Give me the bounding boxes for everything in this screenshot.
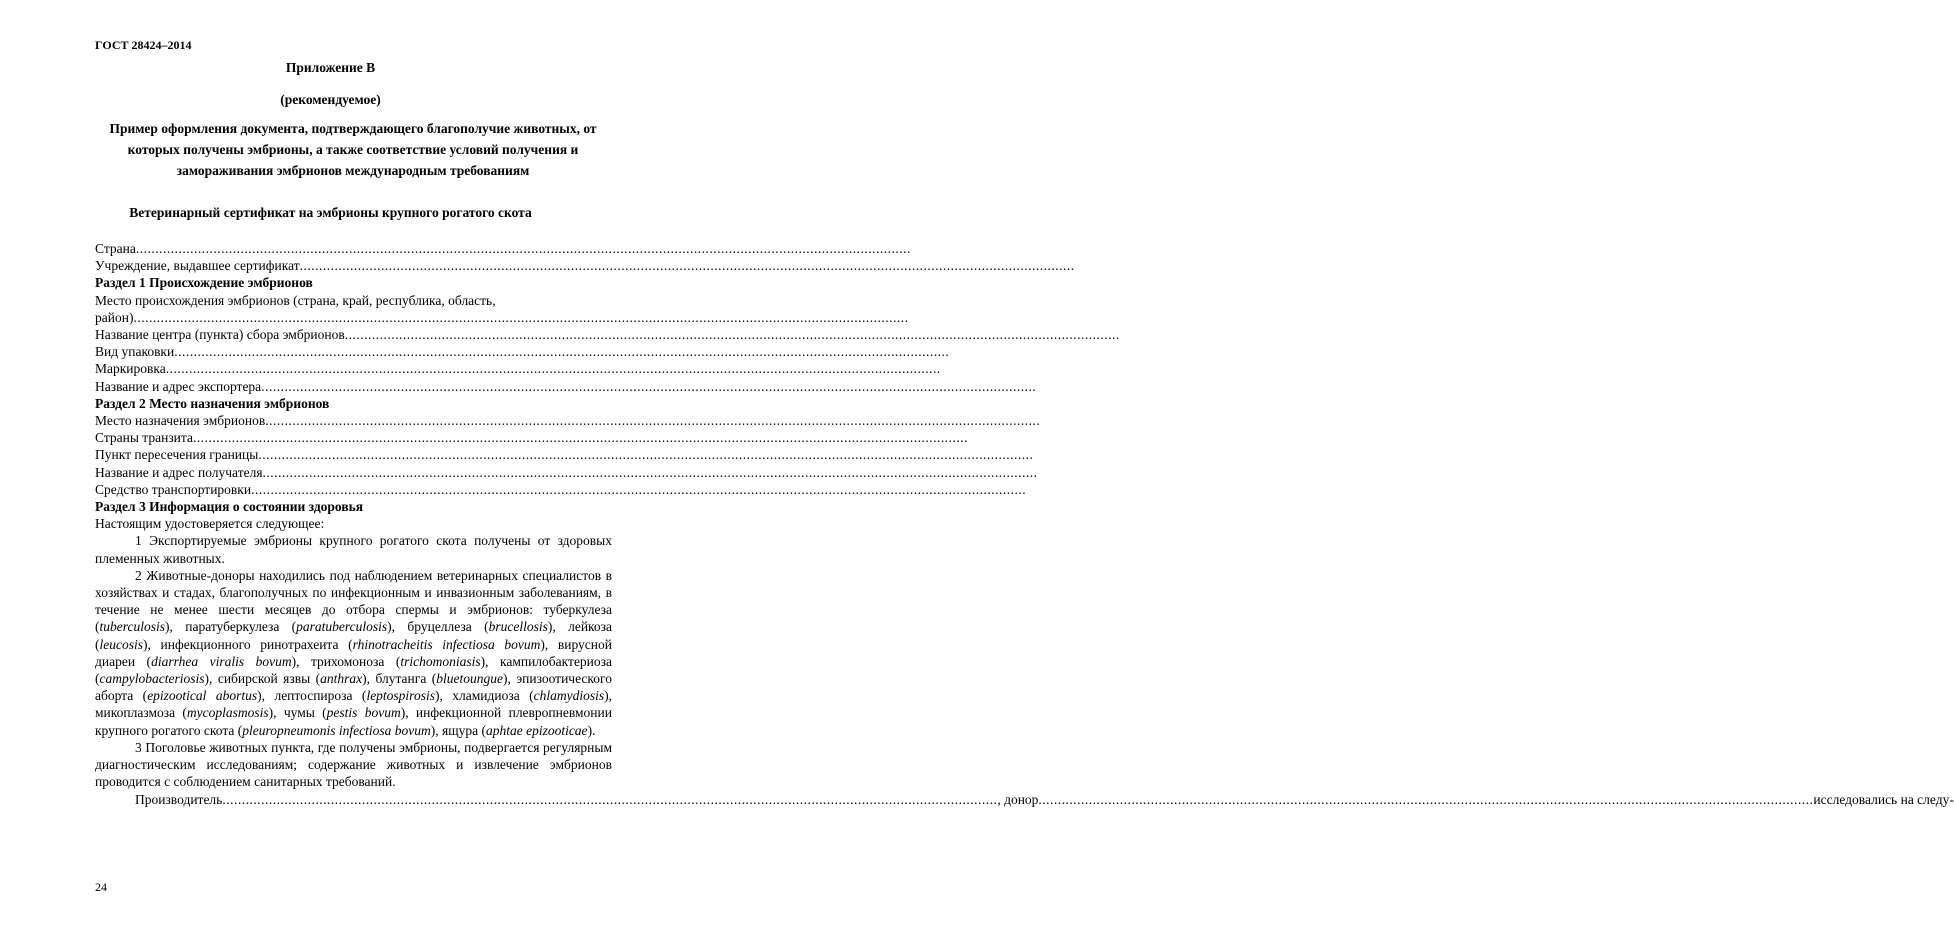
field-packaging: Вид упаковки ........................................................................................................................................................................................................ xyxy=(95,344,950,360)
fill-line: ........................................................................................................................................................................................................ xyxy=(262,464,1038,480)
paragraph-4: Производитель ........................................................................................................................................................................................................ , донор ........................................................................................................................................................................................................ исследовались на следу- xyxy=(135,791,1954,807)
certificate-title: Ветеринарный сертификат на эмбрионы крупного рогатого скота xyxy=(129,205,532,220)
appendix-heading: Пример оформления документа, подтверждающего благополучие животных, от которых получены эмбрионы, а также соответствие условий получения и замораживания эмбрионов международным требованиям xyxy=(109,121,597,178)
document-header: ГОСТ 28424–2014 xyxy=(95,38,192,52)
paragraph-1: 1 Экспортируемые эмбрионы крупного рогатого скота получены от здоровых племенных животных. xyxy=(95,533,612,566)
appendix-title: Приложение В xyxy=(285,60,376,75)
field-origin: район) ........................................................................................................................................................................................................ xyxy=(95,309,909,325)
field-transport: Средство транспортировки ........................................................................................................................................................................................................ xyxy=(95,481,1027,497)
field-recipient: Название и адрес получателя ........................................................................................................................................................................................................ xyxy=(95,464,1038,480)
section-3-title: Раздел 3 Информация о состоянии здоровья xyxy=(95,499,364,515)
fill-line: ........................................................................................................................................................................................................ xyxy=(251,481,1027,497)
paragraph-3: 3 Поголовье животных пункта, где получены эмбрионы, подвергается регулярным диагностическим исследованиям; содержание животных и извлечение эмбрионов проводится с соблюдением санитарных требований. xyxy=(95,739,612,790)
fill-line: ........................................................................................................................................................................................................ xyxy=(135,241,911,256)
section-1-title: Раздел 1 Происхождение эмбрионов xyxy=(95,275,313,291)
fill-line: ........................................................................................................................................................................................................ xyxy=(192,430,968,446)
fill-line: ........................................................................................................................................................................................................ xyxy=(1038,791,1814,807)
paragraph-2: 2 Животные-доноры находились под наблюдением ветеринарных специалистов в хозяйствах и стадах, благополучных по инфекционным и инвазионным заболеваниям, в течение не менее шести месяцев до отбора спермы и эмбрионов: туберкулеза (tuberculosis), паратуберкулеза (paratuberculosis), бруцеллеза (brucellosis), лейкоза (leucosis), инфекционного ринотрахеита (rhinotracheitis infectiosa bovum), вирусной диареи (diarrhea viralis bovum), трихомоноза (trichomoniasis), кампилобактериоза (campylobacteriosis), сибирской язвы (anthrax), блутанга (bluetoungue), эпизоотического аборта (epizootical abortus), лептоспироза (leptospirosis), хламидиоза (chlamydiosis), микоплазмоза (mycoplasmosis), чумы (pestis bovum), инфекционной плевропневмонии крупного рогатого скота (pleuropneumonis infectiosa bovum), ящура (aphtae epizooticae). xyxy=(95,567,613,738)
field-border: Пункт пересечения границы ........................................................................................................................................................................................................ xyxy=(95,447,1034,463)
page-number: 24 xyxy=(95,880,107,894)
appendix-subtitle: (рекомендуемое) xyxy=(280,92,381,107)
field-center: Название центра (пункта) сбора эмбрионов ........................................................................................................................................................................................................ xyxy=(95,327,1120,343)
section-2-title: Раздел 2 Место назначения эмбрионов xyxy=(95,395,330,411)
certificate-body xyxy=(95,240,1954,808)
field-marking: Маркировка ........................................................................................................................................................................................................ xyxy=(95,361,941,377)
fill-line: ........................................................................................................................................................................................................ xyxy=(133,309,909,325)
field-transit: Страны транзита ........................................................................................................................................................................................................ xyxy=(95,430,968,446)
section-3-intro: Настоящим удостоверяется следующее: xyxy=(95,516,325,532)
fill-line: ........................................................................................................................................................................................................ xyxy=(174,344,950,360)
fill-line: ........................................................................................................................................................................................................ xyxy=(222,791,998,807)
fill-line: ........................................................................................................................................................................................................ xyxy=(261,378,1037,394)
field-destination: Место назначения эмбрионов ........................................................................................................................................................................................................ xyxy=(95,413,1041,429)
field-country: Страна ........................................................................................................................................................................................................ xyxy=(95,241,911,256)
fill-line: ........................................................................................................................................................................................................ xyxy=(299,258,1075,274)
fill-line: ........................................................................................................................................................................................................ xyxy=(265,413,1041,429)
field-issuer: Учреждение, выдавшее сертификат ........................................................................................................................................................................................................ xyxy=(95,258,1075,274)
fill-line: ........................................................................................................................................................................................................ xyxy=(165,361,941,377)
fill-line: ........................................................................................................................................................................................................ xyxy=(258,447,1034,463)
field-exporter: Название и адрес экспортера ........................................................................................................................................................................................................ xyxy=(95,378,1037,394)
field-origin-label: Место происхождения эмбрионов (страна, край, республика, область, xyxy=(95,292,496,308)
fill-line: ........................................................................................................................................................................................................ xyxy=(344,327,1120,343)
